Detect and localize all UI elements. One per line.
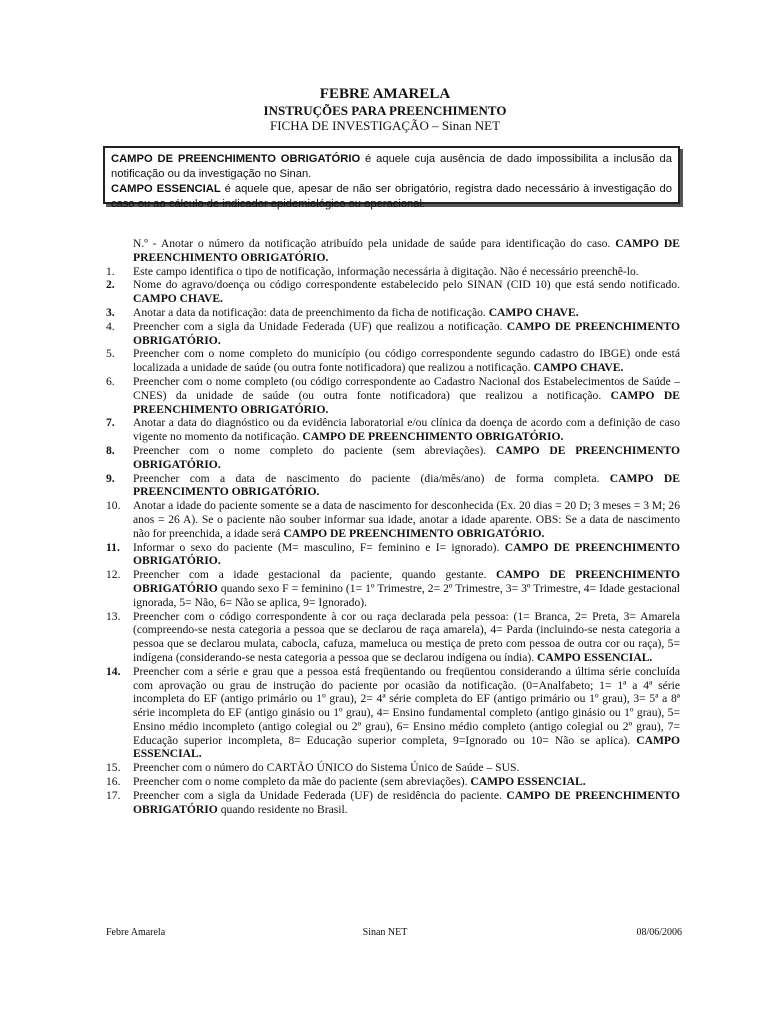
instruction-number: 6. bbox=[106, 374, 115, 388]
instruction-text bbox=[133, 237, 680, 265]
field-requirement: CAMPO DE PREENCHIMENTO OBRIGATÓRIO. bbox=[133, 388, 680, 416]
definition-essential bbox=[111, 182, 672, 212]
instruction-text bbox=[133, 347, 680, 375]
instruction-text-part: Anotar a data do diagnóstico ou da evidência laboratorial e/ou clínica da doença de acordo com a definição de caso vigente no momento da notificação. bbox=[133, 416, 680, 444]
instruction-text-part: Preencher com a data de nascimento do paciente (dia/mês/ano) de forma completa. bbox=[133, 471, 610, 485]
instruction-number bbox=[106, 237, 133, 265]
instruction-number: 17. bbox=[106, 788, 121, 802]
instruction-item bbox=[106, 444, 680, 472]
instruction-text bbox=[133, 610, 680, 665]
instruction-number: 2. bbox=[106, 278, 115, 292]
instruction-number: 15. bbox=[106, 761, 121, 775]
instruction-text bbox=[133, 665, 680, 762]
instruction-item bbox=[106, 789, 680, 817]
instruction-text-part: Preencher com a sigla da Unidade Federada (UF) que realizou a notificação. bbox=[133, 319, 507, 333]
field-requirement: CAMPO DE PREENCHIMENTO OBRIGATÓRIO bbox=[133, 788, 680, 816]
instruction-number: 16. bbox=[106, 775, 121, 789]
instruction-text-part: Preencher com o nome completo da mãe do paciente (sem abreviações). bbox=[133, 775, 471, 789]
definition-essential-text: é aquele que, apesar de não ser obrigatório, registra dado necessário à investigação do caso ou ao cálculo de indicador epidemiológico ou operacional. bbox=[111, 183, 672, 210]
instruction-text-part: Preencher com o número do CARTÃO ÚNICO do Sistema Único de Saúde – SUS. bbox=[133, 761, 520, 775]
instruction-number: 4. bbox=[106, 319, 115, 333]
instruction-text-part: Anotar a idade do paciente somente se a data de nascimento for desconhecida (Ex. 20 dias = 20 D; 3 meses = 3 M; 26 anos = 26 A). Se o paciente não souber informar sua idade, anotar a idade aparente. OBS: Se a data de nascimento não for preenchida, a idade será bbox=[133, 499, 680, 540]
field-requirement: CAMPO DE PREENCHIMENTO OBRIGATÓRIO. bbox=[133, 443, 680, 471]
instruction-text-part: quando residente no Brasil. bbox=[217, 802, 348, 816]
field-requirement: CAMPO DE PREENCHIMENTO OBRIGATÓRIO. bbox=[302, 430, 564, 444]
instruction-number: 1. bbox=[106, 264, 115, 278]
field-requirement: CAMPO DE PREENCHIMENTO OBRIGATÓRIO. bbox=[283, 526, 545, 540]
instruction-number: 3. bbox=[106, 305, 115, 319]
instruction-item bbox=[106, 375, 680, 416]
instruction-text bbox=[133, 265, 680, 279]
field-requirement: CAMPO DE PREENCHIMENTO OBRIGATÓRIO. bbox=[133, 319, 680, 347]
instruction-list bbox=[106, 237, 680, 816]
definition-mandatory bbox=[111, 152, 672, 182]
instruction-text bbox=[133, 761, 680, 775]
instruction-text-part: Preencher com a idade gestacional da paciente, quando gestante. bbox=[133, 568, 497, 582]
field-requirement: CAMPO ESSENCIAL. bbox=[537, 650, 653, 664]
instruction-text bbox=[133, 541, 680, 569]
instruction-number: 7. bbox=[106, 416, 115, 430]
instruction-text-part: Preencher com o nome completo (ou código correspondente ao Cadastro Nacional dos Estabelecimentos de Saúde – CNES) da unidade de saúde (ou outra fonte notificadora) que realizou a notificação. bbox=[133, 374, 680, 402]
instruction-number: 8. bbox=[106, 443, 115, 457]
instruction-text bbox=[133, 375, 680, 416]
footer-center: Sinan NET bbox=[362, 927, 408, 938]
field-requirement: CAMPO DE PREENCHIMENTO OBRIGATÓRIO. bbox=[133, 540, 680, 568]
instruction-item bbox=[106, 568, 680, 609]
instruction-item bbox=[106, 472, 680, 500]
instruction-text-part: N.º - Anotar o número da notificação atribuído pela unidade de saúde para identificação do caso. bbox=[133, 237, 616, 250]
instruction-item bbox=[106, 610, 680, 665]
instruction-number: 12. bbox=[106, 568, 121, 582]
instruction-item bbox=[106, 775, 680, 789]
instruction-number: 11. bbox=[106, 540, 120, 554]
field-requirement: CAMPO ESSENCIAL. bbox=[133, 733, 680, 761]
instruction-item bbox=[106, 665, 680, 762]
instruction-text-part: Preencher com o nome completo do município (ou código correspondente segundo cadastro do IBGE) onde está localizada a unidade de saúde (ou outra fonte notificadora) que realizou a notificação. bbox=[133, 347, 680, 375]
field-requirement: CAMPO CHAVE. bbox=[133, 292, 223, 306]
definitions-box bbox=[103, 146, 680, 210]
instruction-text bbox=[133, 775, 680, 789]
instruction-text bbox=[133, 444, 680, 472]
instruction-text-part: Este campo identifica o tipo de notificação, informação necessária à digitação. Não é necessário preenchê-lo. bbox=[133, 264, 639, 278]
instruction-text-part: Preencher com o código correspondente à cor ou raça declarada pela pessoa: (1= Branca, 2= Preta, 3= Amarela (compreendo-se nesta categoria a pessoa que se declarou de raça amarela), 4= Parda (incluindo-se nesta categoria a pessoa que se declarou mulata, cabocla, cafuza, mameluca ou mestiça de preto com pessoa de outra cor ou raça), 5= indígena (considerando-se nesta categoria a pessoa que se declarou indígena ou índia). bbox=[133, 609, 680, 664]
instruction-item bbox=[106, 499, 680, 540]
document-subtitle: INSTRUÇÕES PARA PREENCHIMENTO bbox=[263, 103, 507, 118]
field-requirement: CAMPO DE PREENCIMENTO OBRIGATÓRIO. bbox=[133, 471, 680, 499]
instruction-number: 5. bbox=[106, 347, 115, 361]
document-title: FEBRE AMARELA bbox=[319, 86, 451, 102]
instruction-text-part: Preencher com a série e grau que a pessoa está freqüentando ou freqüentou considerando a última série concluída com aprovação ou grau de instrução do paciente por ocasião da notificação. (0=Analfabeto; 1= 1ª a 4ª série incompleta do EF (antigo primário ou 1º grau), 2= 4ª série completa do EF (antigo primário ou 1º grau), 3= 5ª a 8ª série incompleta do EF (antigo ginásio ou 1º grau), 4= Ensino fundamental completo (antigo ginásio ou 1º grau), 5= Ensino médio incompleto (antigo colegial ou 2º grau), 6= Ensino médio completo (antigo colegial ou 2º grau), 7= Educação superior incompleta, 8= Educação superior completa, 9=Ignorado ou 10= Não se aplica). bbox=[133, 664, 680, 747]
instruction-item bbox=[106, 237, 680, 265]
instruction-text bbox=[133, 320, 680, 348]
instruction-item bbox=[106, 278, 680, 306]
instruction-text bbox=[133, 416, 680, 444]
field-requirement: CAMPO CHAVE. bbox=[488, 305, 579, 319]
instruction-text bbox=[133, 472, 680, 500]
field-requirement: CAMPO ESSENCIAL. bbox=[470, 775, 586, 789]
instruction-text-part: Anotar a data da notificação: data de preenchimento da ficha de notificação. bbox=[133, 305, 489, 319]
field-requirement: CAMPO CHAVE. bbox=[533, 361, 624, 375]
instruction-item bbox=[106, 761, 680, 775]
instruction-item bbox=[106, 320, 680, 348]
instruction-number: 9. bbox=[106, 471, 115, 485]
instruction-number: 10. bbox=[106, 499, 121, 513]
instruction-text-part: quando sexo F = feminino (1= 1º Trimestre, 2= 2º Trimestre, 3= 3º Trimestre, 4= Idade gestacional ignorada, 5= Não, 6= Não se aplica, 9= Ignorado). bbox=[133, 581, 680, 609]
instruction-text-part: Preencher com a sigla da Unidade Federada (UF) de residência do paciente. bbox=[133, 788, 507, 802]
instruction-item bbox=[106, 347, 680, 375]
footer-right: 08/06/2006 bbox=[636, 927, 682, 938]
instruction-item bbox=[106, 541, 680, 569]
instruction-text-part: Nome do agravo/doença ou código correspondente estabelecido pelo SINAN (CID 10) que está sendo notificado. bbox=[133, 278, 680, 292]
instruction-text bbox=[133, 789, 680, 817]
instruction-item bbox=[106, 306, 680, 320]
instruction-number: 13. bbox=[106, 609, 121, 623]
instruction-text-part: Preencher com o nome completo do paciente (sem abreviações). bbox=[133, 443, 496, 457]
definition-mandatory-text: é aquele cuja ausência de dado impossibilita a inclusão da notificação ou da investigação no Sinan. bbox=[111, 153, 672, 180]
instruction-item bbox=[106, 265, 680, 279]
instruction-text-part: Informar o sexo do paciente (M= masculino, F= feminino e I= ignorado). bbox=[133, 540, 505, 554]
instruction-text bbox=[133, 306, 680, 320]
definition-mandatory-term: CAMPO DE PREENCHIMENTO OBRIGATÓRIO bbox=[111, 153, 361, 165]
definition-essential-term: CAMPO ESSENCIAL bbox=[111, 183, 221, 195]
instruction-text bbox=[133, 499, 680, 540]
instruction-text bbox=[133, 568, 680, 609]
instruction-number: 14. bbox=[106, 664, 121, 678]
instruction-item bbox=[106, 416, 680, 444]
footer-left: Febre Amarela bbox=[106, 927, 166, 938]
field-requirement: CAMPO DE PREENCHIMENTO OBRIGATÓRIO. bbox=[133, 237, 680, 264]
form-name: FICHA DE INVESTIGAÇÃO – Sinan NET bbox=[269, 118, 501, 133]
field-requirement: CAMPO DE PREENCHIMENTO OBRIGATÓRIO bbox=[133, 568, 680, 595]
instruction-text bbox=[133, 278, 680, 306]
